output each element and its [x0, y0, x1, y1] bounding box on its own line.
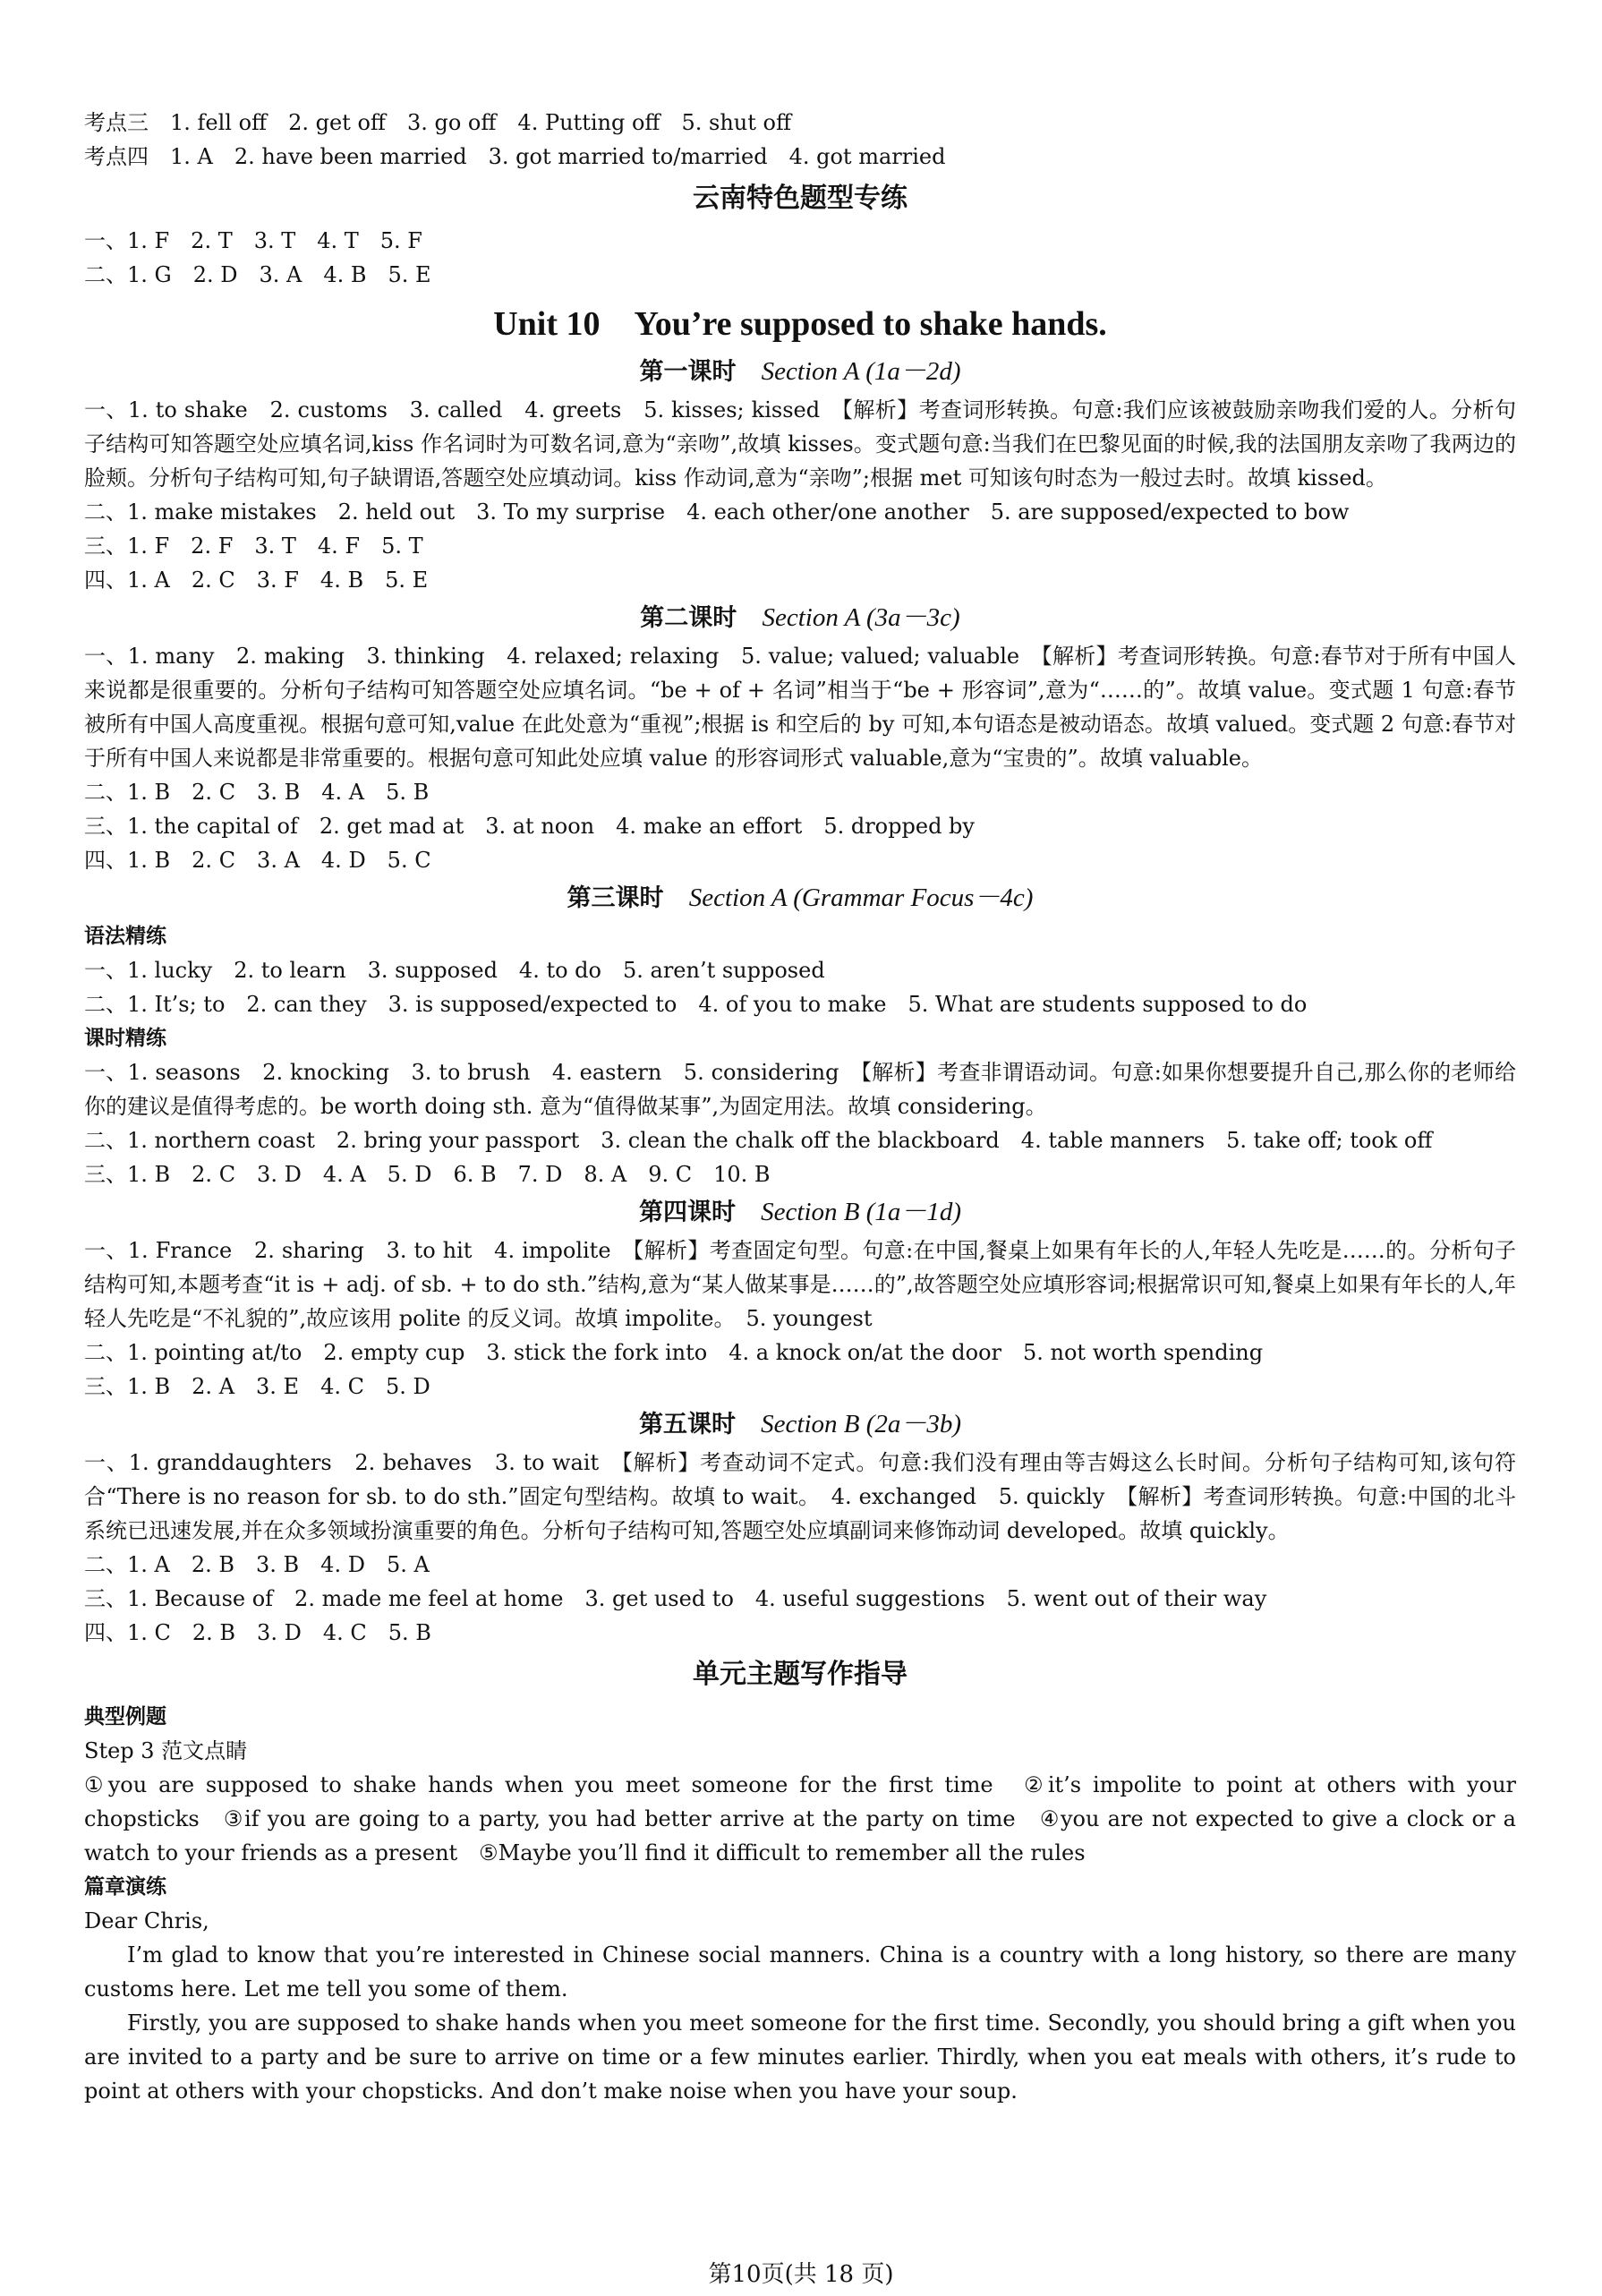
lesson-2-part-4: 四、1. B 2. C 3. A 4. D 5. C [84, 848, 431, 873]
lesson-5-part-3: 三、1. Because of 2. made me feel at home 3. get used to 4. useful suggestions 5. went out of their way [84, 1586, 1267, 1611]
yunnan-part-2: 二、1. G 2. D 3. A 4. B 5. E [84, 262, 431, 287]
page-number: 第10页(共 18 页) [708, 2261, 894, 2288]
lesson-practice-heading: 课时精练 [84, 1027, 166, 1050]
lesson-3-part-2: 二、1. northern coast 2. bring your passport 3. clean the chalk off the blackboard 4. table manners 5. take off; took off [84, 1128, 1433, 1153]
lesson-5-part-2: 二、1. A 2. B 3. B 4. D 5. A [84, 1552, 430, 1577]
yunnan-section-title: 云南特色题型专练 [693, 183, 908, 214]
lesson-4-part-3: 三、1. B 2. A 3. E 4. C 5. D [84, 1374, 430, 1399]
lesson-3-title: 第三课时 [567, 884, 664, 912]
unit-title: Unit 10 You’re supposed to shake hands. [493, 305, 1107, 343]
step-3-label: Step 3 范文点睛 [84, 1738, 248, 1763]
grammar-part-2: 二、1. It’s; to 2. can they 3. is supposed/expected to 4. of you to make 5. What are students supposed to do [84, 992, 1308, 1017]
lesson-5-title: 第五课时 [638, 1411, 736, 1438]
lesson-3-section: Section A (Grammar Focus－4c) [688, 883, 1034, 912]
lesson-4-heading [84, 1191, 1516, 1233]
yunnan-part-1: 一、1. F 2. T 3. T 4. T 5. F [84, 228, 422, 253]
lesson-4-section: Section B (1a－1d) [761, 1198, 962, 1226]
lesson-3-heading [84, 877, 1516, 919]
lesson-2-part-3: 三、1. the capital of 2. get mad at 3. at noon 4. make an effort 5. dropped by [84, 814, 975, 839]
lesson-5-part-1: 一、1. granddaughters 2. behaves 3. to wait 【解析】考查动词不定式。句意:我们没有理由等吉姆这么长时间。分析句子结构可知,该句符合“There is no reason for sb. to do sth.”固定句型结构。故填 to wait。 4. exchanged 5. quickly 【解析】考查词形转换。句意:中国的北斗系统已迅速发展,并在众多领域扮演重要的角色。分析句子结构可知,答题空处应填副词来修饰动词 developed。故填 quickly。 [84, 1450, 1516, 1543]
letter-salutation: Dear Chris, [84, 1908, 209, 1933]
letter-paragraph-2: Firstly, you are supposed to shake hands when you meet someone for the first time. Secondly, you should bring a gift when you are invited to a party and be sure to arrive on time or a few minutes earlier. Thirdly, when you eat meals with others, it’s rude to point at others with your chopsticks. And don’t make noise when you have your soup. [84, 2010, 1516, 2104]
lesson-3-part-1: 一、1. seasons 2. knocking 3. to brush 4. eastern 5. considering 【解析】考查非谓语动词。句意:如果你想要提升自己,那么你的老师给你的建议是值得考虑的。be worth doing sth. 意为“值得做某事”,为固定用法。故填 considering。 [84, 1060, 1516, 1119]
letter-paragraph-1: I’m glad to know that you’re interested in Chinese social manners. China is a country with a long history, so there are many customs here. Let me tell you some of them. [84, 1942, 1516, 2002]
lesson-2-title: 第二课时 [640, 604, 737, 632]
lesson-2-heading [84, 597, 1516, 639]
kaodian-4-answers: 考点四 1. A 2. have been married 3. got married to/married 4. got married [84, 144, 946, 169]
lesson-1-section: Section A (1a－2d) [761, 357, 961, 386]
lesson-1-heading [84, 351, 1516, 393]
lesson-1-title: 第一课时 [639, 358, 737, 386]
answer-page [84, 106, 1516, 2108]
writing-guide-title: 单元主题写作指导 [693, 1659, 908, 1690]
passage-practice-heading: 篇章演练 [84, 1875, 166, 1899]
kaodian-3-answers: 考点三 1. fell off 2. get off 3. go off 4. Putting off 5. shut off [84, 110, 792, 135]
lesson-2-section: Section A (3a－3c) [762, 603, 960, 632]
grammar-part-1: 一、1. lucky 2. to learn 3. supposed 4. to do 5. aren’t supposed [84, 958, 825, 983]
lesson-3-part-3: 三、1. B 2. C 3. D 4. A 5. D 6. B 7. D 8. A 9. C 10. B [84, 1162, 771, 1187]
lesson-2-part-1: 一、1. many 2. making 3. thinking 4. relaxed; relaxing 5. value; valued; valuable 【解析】考查词形转换。句意:春节对于所有中国人来说都是很重要的。分析句子结构可知答题空处应填名词。“be + of + 名词”相当于“be + 形容词”,意为“……的”。故填 value。变式题 1 句意:春节被所有中国人高度重视。根据句意可知,value 在此处意为“重视”;根据 is 和空后的 by 可知,本句语态是被动语态。故填 valued。变式题 2 句意:春节对于所有中国人来说都是非常重要的。根据句意可知此处应填 value 的形容词形式 valuable,意为“宝贵的”。故填 valuable。 [84, 644, 1516, 771]
lesson-4-part-2: 二、1. pointing at/to 2. empty cup 3. stick the fork into 4. a knock on/at the door 5. not worth spending [84, 1340, 1264, 1365]
lesson-1-part-2: 二、1. make mistakes 2. held out 3. To my surprise 4. each other/one another 5. are supposed/expected to bow [84, 499, 1350, 525]
typical-example-heading: 典型例题 [84, 1705, 166, 1728]
lesson-1-part-1: 一、1. to shake 2. customs 3. called 4. greets 5. kisses; kissed 【解析】考查词形转换。句意:我们应该被鼓励亲吻我们爱的人。分析句子结构可知答题空处应填名词,kiss 作名词时为可数名词,意为“亲吻”,故填 kisses。变式题句意:当我们在巴黎见面的时候,我的法国朋友亲吻了我两边的脸颊。分析句子结构可知,句子缺谓语,答题空处应填动词。kiss 作动词,意为“亲吻”;根据 met 可知该句时态为一般过去时。故填 kissed。 [84, 397, 1516, 491]
lesson-2-part-2: 二、1. B 2. C 3. B 4. A 5. B [84, 780, 430, 805]
grammar-practice-heading: 语法精练 [84, 925, 166, 948]
lesson-4-part-1: 一、1. France 2. sharing 3. to hit 4. impolite 【解析】考查固定句型。句意:在中国,餐桌上如果有年长的人,年轻人先吃是……的。分析句子结构可知,本题考查“it is + adj. of sb. + to do sth.”结构,意为“某人做某事是……的”,故答题空处应填形容词;根据常识可知,餐桌上如果有年长的人,年轻人先吃是“不礼貌的”,故应该用 polite 的反义词。故填 impolite。 5. youngest [84, 1238, 1516, 1331]
lesson-5-heading [84, 1404, 1516, 1446]
lesson-4-title: 第四课时 [638, 1199, 736, 1226]
lesson-5-section: Section B (2a－3b) [761, 1410, 962, 1438]
lesson-1-part-3: 三、1. F 2. F 3. T 4. F 5. T [84, 533, 423, 559]
lesson-5-part-4: 四、1. C 2. B 3. D 4. C 5. B [84, 1620, 431, 1645]
step-3-text: ①you are supposed to shake hands when you meet someone for the first time ②it’s impolite to point at others with your chopsticks ③if you are going to a party, you had better arrive at the party on time ④you are not expected to give a clock or a watch to your friends as a present ⑤Maybe you’ll find it difficult to remember all the rules [84, 1772, 1516, 1865]
lesson-1-part-4: 四、1. A 2. C 3. F 4. B 5. E [84, 568, 429, 593]
